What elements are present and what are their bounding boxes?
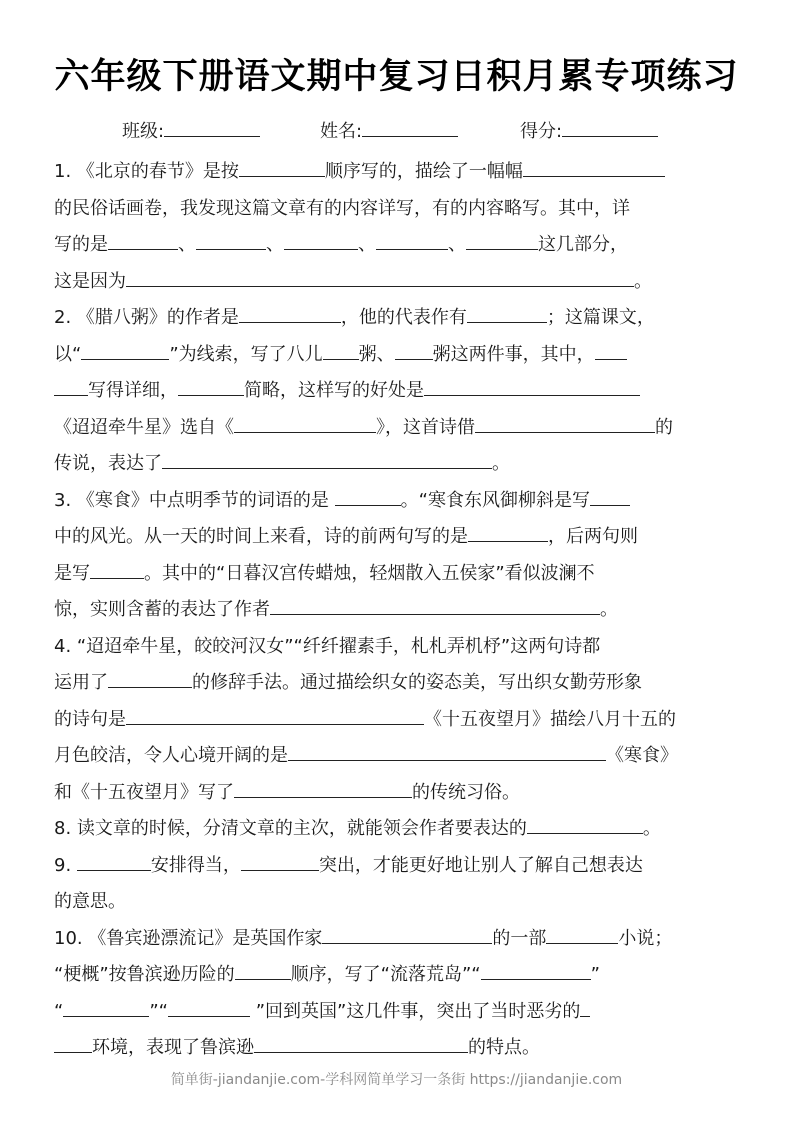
answer-blank[interactable] [323,339,359,360]
answer-blank[interactable] [234,777,412,798]
score-label: 得分: [520,121,563,142]
question-text: 运用了 [54,672,108,693]
question-4-line-3 [54,702,744,739]
page-title: 六年级下册语文期中复习日积月累专项练习 [54,57,739,97]
question-text: 的传统习俗。 [412,781,520,803]
question-text: “梗概”按鲁滨逊历险的 [54,964,235,985]
question-text: 小说； [618,927,673,949]
question-text: 突出，才能更好地让别人了解自己想表达 [318,854,643,876]
name-field [320,116,458,147]
question-1-line-2 [54,191,744,228]
answer-blank[interactable] [467,302,547,323]
answer-blank[interactable] [468,521,548,542]
answer-blank[interactable] [54,1032,92,1053]
answer-blank[interactable] [546,923,618,944]
question-text: 1. 《北京的春节》是按 [54,161,239,182]
question-text: 的民俗话画卷，我发现这篇文章有的内容详写，有的内容略写。其中，详 [54,197,630,219]
question-2-line-1 [54,300,744,337]
question-text: 的修辞手法。通过描绘织女的姿态美，写出织女勤劳形象 [192,672,642,693]
question-text: 这几部分， [538,234,628,255]
question-1-line-3 [54,227,744,264]
separator: 、 [448,234,466,255]
answer-blank[interactable] [178,375,244,396]
score-blank[interactable] [562,116,658,137]
question-text: 粥、 [358,343,395,365]
question-10-line-1 [54,921,744,958]
question-2-line-2 [54,337,744,374]
question-10-line-2 [54,957,744,994]
class-field [122,116,260,147]
question-text: ；这篇课文， [546,307,655,328]
answer-blank[interactable] [239,156,325,177]
score-field [520,116,658,147]
question-9-line-2 [54,884,744,921]
question-text: ，后两句则 [548,526,638,547]
answer-blank[interactable] [126,704,424,725]
answer-blank[interactable] [527,813,643,834]
answer-blank[interactable] [241,850,319,871]
question-3-line-2 [54,519,744,556]
answer-blank[interactable] [108,667,192,688]
question-text: 4. “迢迢牵牛星，皎皎河汉女”“纤纤擢素手，札札弄机杼”这两句诗都 [54,635,601,657]
question-4-line-1 [54,629,744,666]
question-10-line-4 [54,1030,744,1067]
question-text: 。“寒食东风御柳斜是写 [400,489,590,511]
punctuation: 。 [492,453,510,474]
answer-blank[interactable] [126,266,634,287]
answer-blank[interactable] [322,923,492,944]
answer-blank[interactable] [466,229,538,250]
question-text: ，他的代表作有 [340,307,467,328]
separator: 、 [178,234,196,255]
question-text: 粥这两件事，其中， [432,343,595,365]
question-text: 环境，表现了鲁滨逊 [92,1037,254,1058]
question-2-line-3 [54,373,744,410]
answer-blank[interactable] [90,558,144,579]
question-text: 2. 《腊八粥》的作者是 [54,307,239,328]
question-9-line-1 [54,848,744,885]
question-text: 写得详细， [88,380,178,401]
question-4-line-2 [54,665,744,702]
answer-blank[interactable] [81,339,169,360]
answer-blank[interactable] [77,850,151,871]
punctuation: 。 [642,818,661,839]
answer-blank[interactable] [481,959,591,980]
answer-blank[interactable] [196,229,266,250]
answer-blank[interactable] [395,339,433,360]
question-4-line-4 [54,738,744,775]
question-text: 3. 《寒食》中点明季节的词语的是 [54,489,335,511]
question-10-line-3 [54,994,744,1031]
page-footer: 简单街-jiandanjie.com-学科网简单学习一条街 https://jiandanjie.com [170,1072,623,1088]
question-text: 写的是 [54,234,108,255]
class-label: 班级: [122,121,165,142]
question-2-line-5 [54,446,744,483]
answer-blank[interactable] [595,339,627,360]
answer-blank[interactable] [63,996,149,1017]
question-text: 《迢迢牵牛星》选自《 [54,416,234,438]
question-text: 月色皎洁，令人心境开阔的是 [54,745,288,766]
question-text: 的一部 [492,927,547,949]
question-text: 简略，这样写的好处是 [244,380,424,401]
question-text: 的意思。 [54,891,126,912]
question-text: ”为线索，写了八儿 [169,343,323,365]
question-text: 惊，实则含蓄的表达了作者 [54,599,270,620]
answer-blank[interactable] [239,302,341,323]
question-text: 《寒食》 [606,745,678,766]
answer-blank[interactable] [288,740,606,761]
question-3-line-4 [54,592,744,629]
answer-blank[interactable] [54,375,88,396]
question-text: 中的风光。从一天的时间上来看，诗的前两句写的是 [54,526,468,547]
question-text: 的诗句是 [54,708,126,730]
question-text: ” [590,964,600,985]
answer-blank[interactable] [475,412,655,433]
name-label: 姓名: [320,121,363,142]
class-blank[interactable] [164,116,260,137]
punctuation: 。 [600,599,618,620]
answer-blank[interactable] [523,156,665,177]
question-text: ”回到英国”这几件事，突出了当时恶劣的 [249,1000,581,1022]
student-info-row [0,116,793,146]
question-text: 的 [655,416,673,438]
question-text: ”“ [149,1000,168,1022]
exercise-body [54,154,744,1067]
question-text: 是写 [54,562,90,584]
question-text: 的特点。 [468,1037,540,1058]
answer-blank[interactable] [235,959,291,980]
answer-blank[interactable] [335,485,401,506]
question-text: 这是因为 [54,270,126,292]
answer-blank[interactable] [162,448,492,469]
answer-blank[interactable] [376,229,448,250]
answer-blank[interactable] [270,594,600,615]
answer-blank[interactable] [254,1032,468,1053]
question-3-line-1 [54,483,744,520]
question-text: 《十五夜望月》描绘八月十五的 [424,708,676,730]
answer-blank[interactable] [284,229,358,250]
question-text: 8. 读文章的时候，分清文章的主次，就能领会作者要表达的 [54,818,527,839]
question-2-line-4 [54,410,744,447]
punctuation: 。 [634,270,652,292]
answer-blank[interactable] [168,996,250,1017]
answer-blank[interactable] [580,996,590,1017]
question-text: 顺序，写了“流落荒岛”“ [290,964,481,985]
name-blank[interactable] [362,116,458,137]
question-8-line-1 [54,811,744,848]
answer-blank[interactable] [108,229,178,250]
question-text: 以“ [54,343,82,365]
question-3-line-3 [54,556,744,593]
answer-blank[interactable] [424,375,640,396]
question-text: 。其中的“日暮汉宫传蜡烛，轻烟散入五侯家”看似波澜不 [144,562,595,584]
question-1-line-4 [54,264,744,301]
question-text: 传说，表达了 [54,453,162,474]
question-text: 》，这首诗借 [376,416,475,438]
question-text: 顺序写的，描绘了一幅幅 [324,161,523,182]
question-1-line-1 [54,154,744,191]
question-text: 10. 《鲁宾逊漂流记》是英国作家 [54,927,323,949]
answer-blank[interactable] [590,485,630,506]
separator: 、 [266,234,284,255]
question-4-line-5 [54,775,744,812]
question-text: 和《十五夜望月》写了 [54,781,234,803]
answer-blank[interactable] [234,412,376,433]
question-text: “ [54,1000,64,1022]
separator: 、 [358,234,376,255]
question-text: 9. [54,854,77,876]
question-text: 安排得当， [150,854,241,876]
